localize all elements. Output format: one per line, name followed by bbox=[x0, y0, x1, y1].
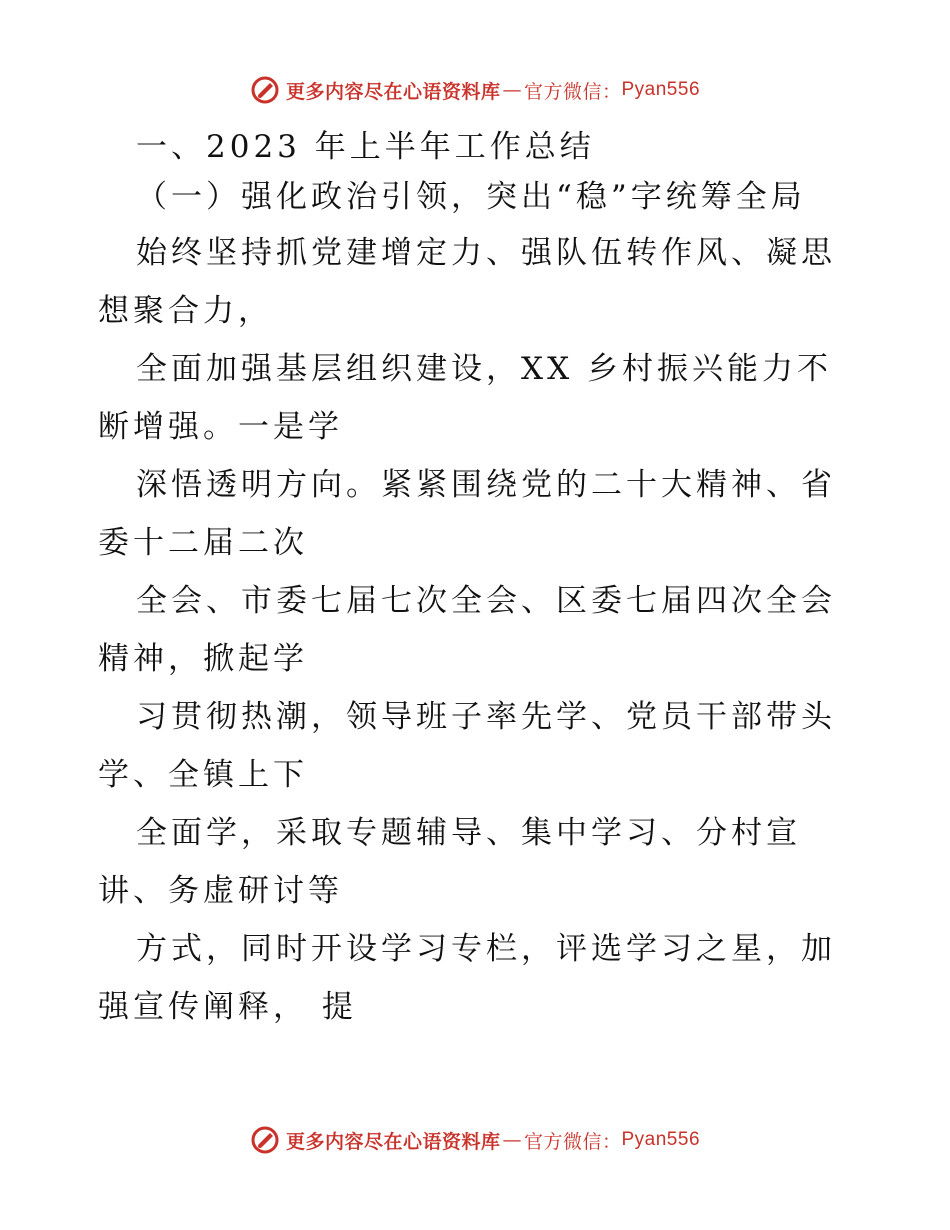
paragraph: 全面加强基层组织建设，XX 乡村振兴能力不断增强。一是学 bbox=[98, 351, 832, 445]
banner-wechat-id: Pyan556 bbox=[621, 1129, 701, 1150]
paragraph: 全面学，采取专题辅导、集中学习、分村宣讲、务虚研讨等 bbox=[98, 815, 801, 909]
banner-separator: — bbox=[502, 1129, 522, 1151]
paragraph: 方式，同时开设学习专栏，评选学习之星，加强宣传阐释， 提 bbox=[98, 931, 836, 1025]
footer-banner bbox=[0, 1120, 950, 1160]
banner-wechat-label: 官方微信： bbox=[523, 1130, 622, 1153]
seal-logo-icon bbox=[250, 1125, 280, 1155]
paragraph: 习贯彻热潮，领导班子率先学、党员干部带头学、全镇上下 bbox=[98, 699, 836, 793]
banner-site-text: 更多内容尽在心语资料库 bbox=[285, 1130, 501, 1153]
banner-wechat-label: 官方微信： bbox=[523, 80, 622, 103]
seal-logo-icon bbox=[250, 75, 280, 105]
section-heading: 一、2023 年上半年工作总结 bbox=[136, 129, 595, 165]
paragraph: 深悟透明方向。紧紧围绕党的二十大精神、省委十二届二次 bbox=[98, 467, 836, 561]
subsection-heading: （一）强化政治引领，突出“稳”字统筹全局 bbox=[136, 179, 806, 215]
paragraph: 全会、市委七届七次全会、区委七届四次全会精神，掀起学 bbox=[98, 583, 836, 677]
document-body bbox=[98, 122, 858, 1036]
banner-site-text: 更多内容尽在心语资料库 bbox=[285, 80, 501, 103]
header-banner bbox=[0, 70, 950, 110]
banner-separator: — bbox=[502, 79, 522, 101]
paragraph: 始终坚持抓党建增定力、强队伍转作风、凝思想聚合力， bbox=[98, 235, 836, 329]
banner-wechat-id: Pyan556 bbox=[621, 79, 701, 100]
